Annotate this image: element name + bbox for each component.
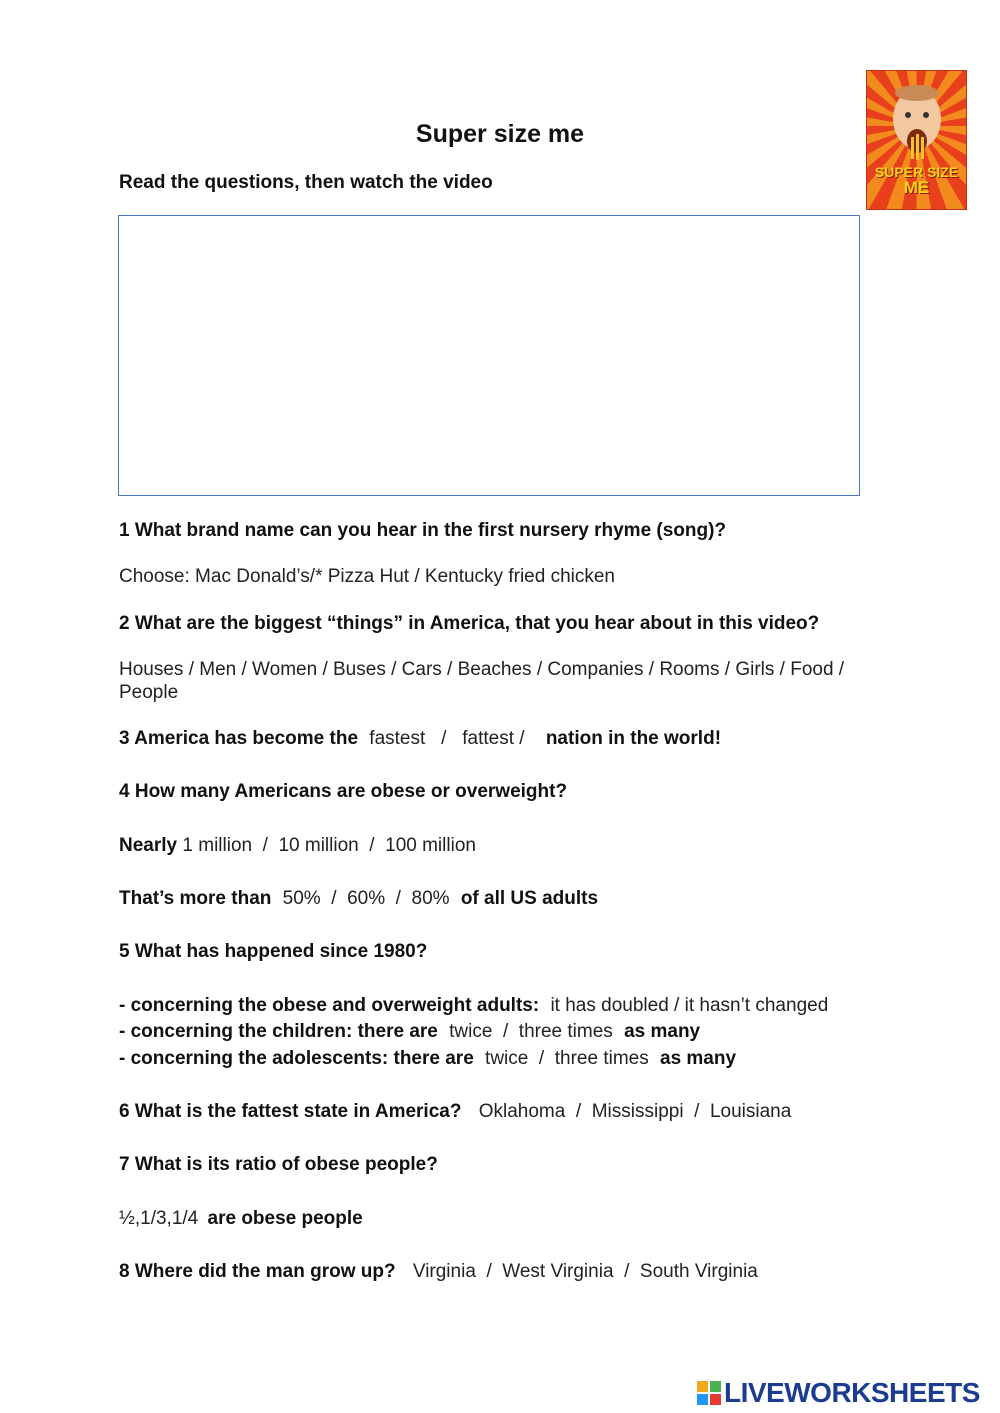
poster-title-line2: ME [903, 178, 930, 197]
question-3-options[interactable]: fastest / fattest / [369, 728, 525, 749]
question-4-more-label: That’s more than [119, 888, 272, 909]
liveworksheets-logo[interactable] [697, 1377, 980, 1409]
question-8 [119, 1261, 758, 1283]
question-5-adolescents-label: - concerning the adolescents: there are [119, 1048, 474, 1069]
question-5-children-options[interactable]: twice / three times [449, 1021, 613, 1042]
question-6-text: 6 What is the fattest state in America? [119, 1101, 462, 1122]
page-title: Super size me [415, 120, 585, 148]
question-3-suffix: nation in the world! [545, 728, 722, 749]
video-player[interactable] [118, 215, 860, 496]
question-7: 7 What is its ratio of obese people? [119, 1154, 438, 1175]
question-4-more-options[interactable]: 50% / 60% / 80% [282, 888, 450, 909]
question-4-nearly-options[interactable]: 1 million / 10 million / 100 million [182, 835, 476, 856]
question-2-choices[interactable]: Houses / Men / Women / Buses / Cars / Beaches / Companies / Rooms / Girls / Food / People [119, 659, 845, 703]
question-5-children-suffix: as many [624, 1021, 701, 1042]
question-7-suffix: are obese people [207, 1208, 363, 1229]
poster-title-line1: SUPER SIZE [874, 164, 959, 180]
question-5-children [119, 1021, 700, 1043]
question-4: 4 How many Americans are obese or overweight? [119, 781, 568, 802]
question-8-text: 8 Where did the man grow up? [119, 1261, 396, 1282]
question-5-adolescents-suffix: as many [660, 1048, 737, 1069]
question-6 [119, 1101, 791, 1123]
question-5-children-label: - concerning the children: there are [119, 1021, 438, 1042]
question-4-more-suffix: of all US adults [460, 888, 599, 909]
movie-poster-image [866, 70, 967, 210]
question-1-choices[interactable]: Choose: Mac Donald’s/* Pizza Hut / Kentucky fried chicken [119, 566, 615, 587]
question-5-adults-label: - concerning the obese and overweight adults: [119, 995, 540, 1016]
question-2: 2 What are the biggest “things” in America, that you hear about in this video? [119, 613, 820, 634]
question-3-prefix: 3 America has become the [119, 728, 359, 749]
question-4-more-than [119, 888, 598, 910]
question-4-nearly-label: Nearly [119, 835, 178, 856]
question-7-answer [119, 1208, 363, 1230]
question-8-options[interactable]: Virginia / West Virginia / South Virginia [412, 1261, 758, 1282]
liveworksheets-logo-icon [697, 1381, 721, 1405]
question-7-options[interactable]: ½,1/3,1/4 [119, 1208, 199, 1229]
question-5: 5 What has happened since 1980? [119, 941, 428, 962]
question-5-adults [119, 995, 828, 1017]
question-5-adults-options[interactable]: it has doubled / it hasn’t changed [550, 995, 829, 1016]
instructions: Read the questions, then watch the video [119, 172, 493, 193]
question-5-adolescents [119, 1048, 736, 1070]
question-4-nearly [119, 835, 476, 857]
question-3 [119, 728, 721, 750]
question-1: 1 What brand name can you hear in the first nursery rhyme (song)? [119, 520, 727, 541]
liveworksheets-logo-text: LIVEWORKSHEETS [724, 1377, 980, 1408]
question-6-options[interactable]: Oklahoma / Mississippi / Louisiana [478, 1101, 792, 1122]
question-5-adolescents-options[interactable]: twice / three times [485, 1048, 649, 1069]
